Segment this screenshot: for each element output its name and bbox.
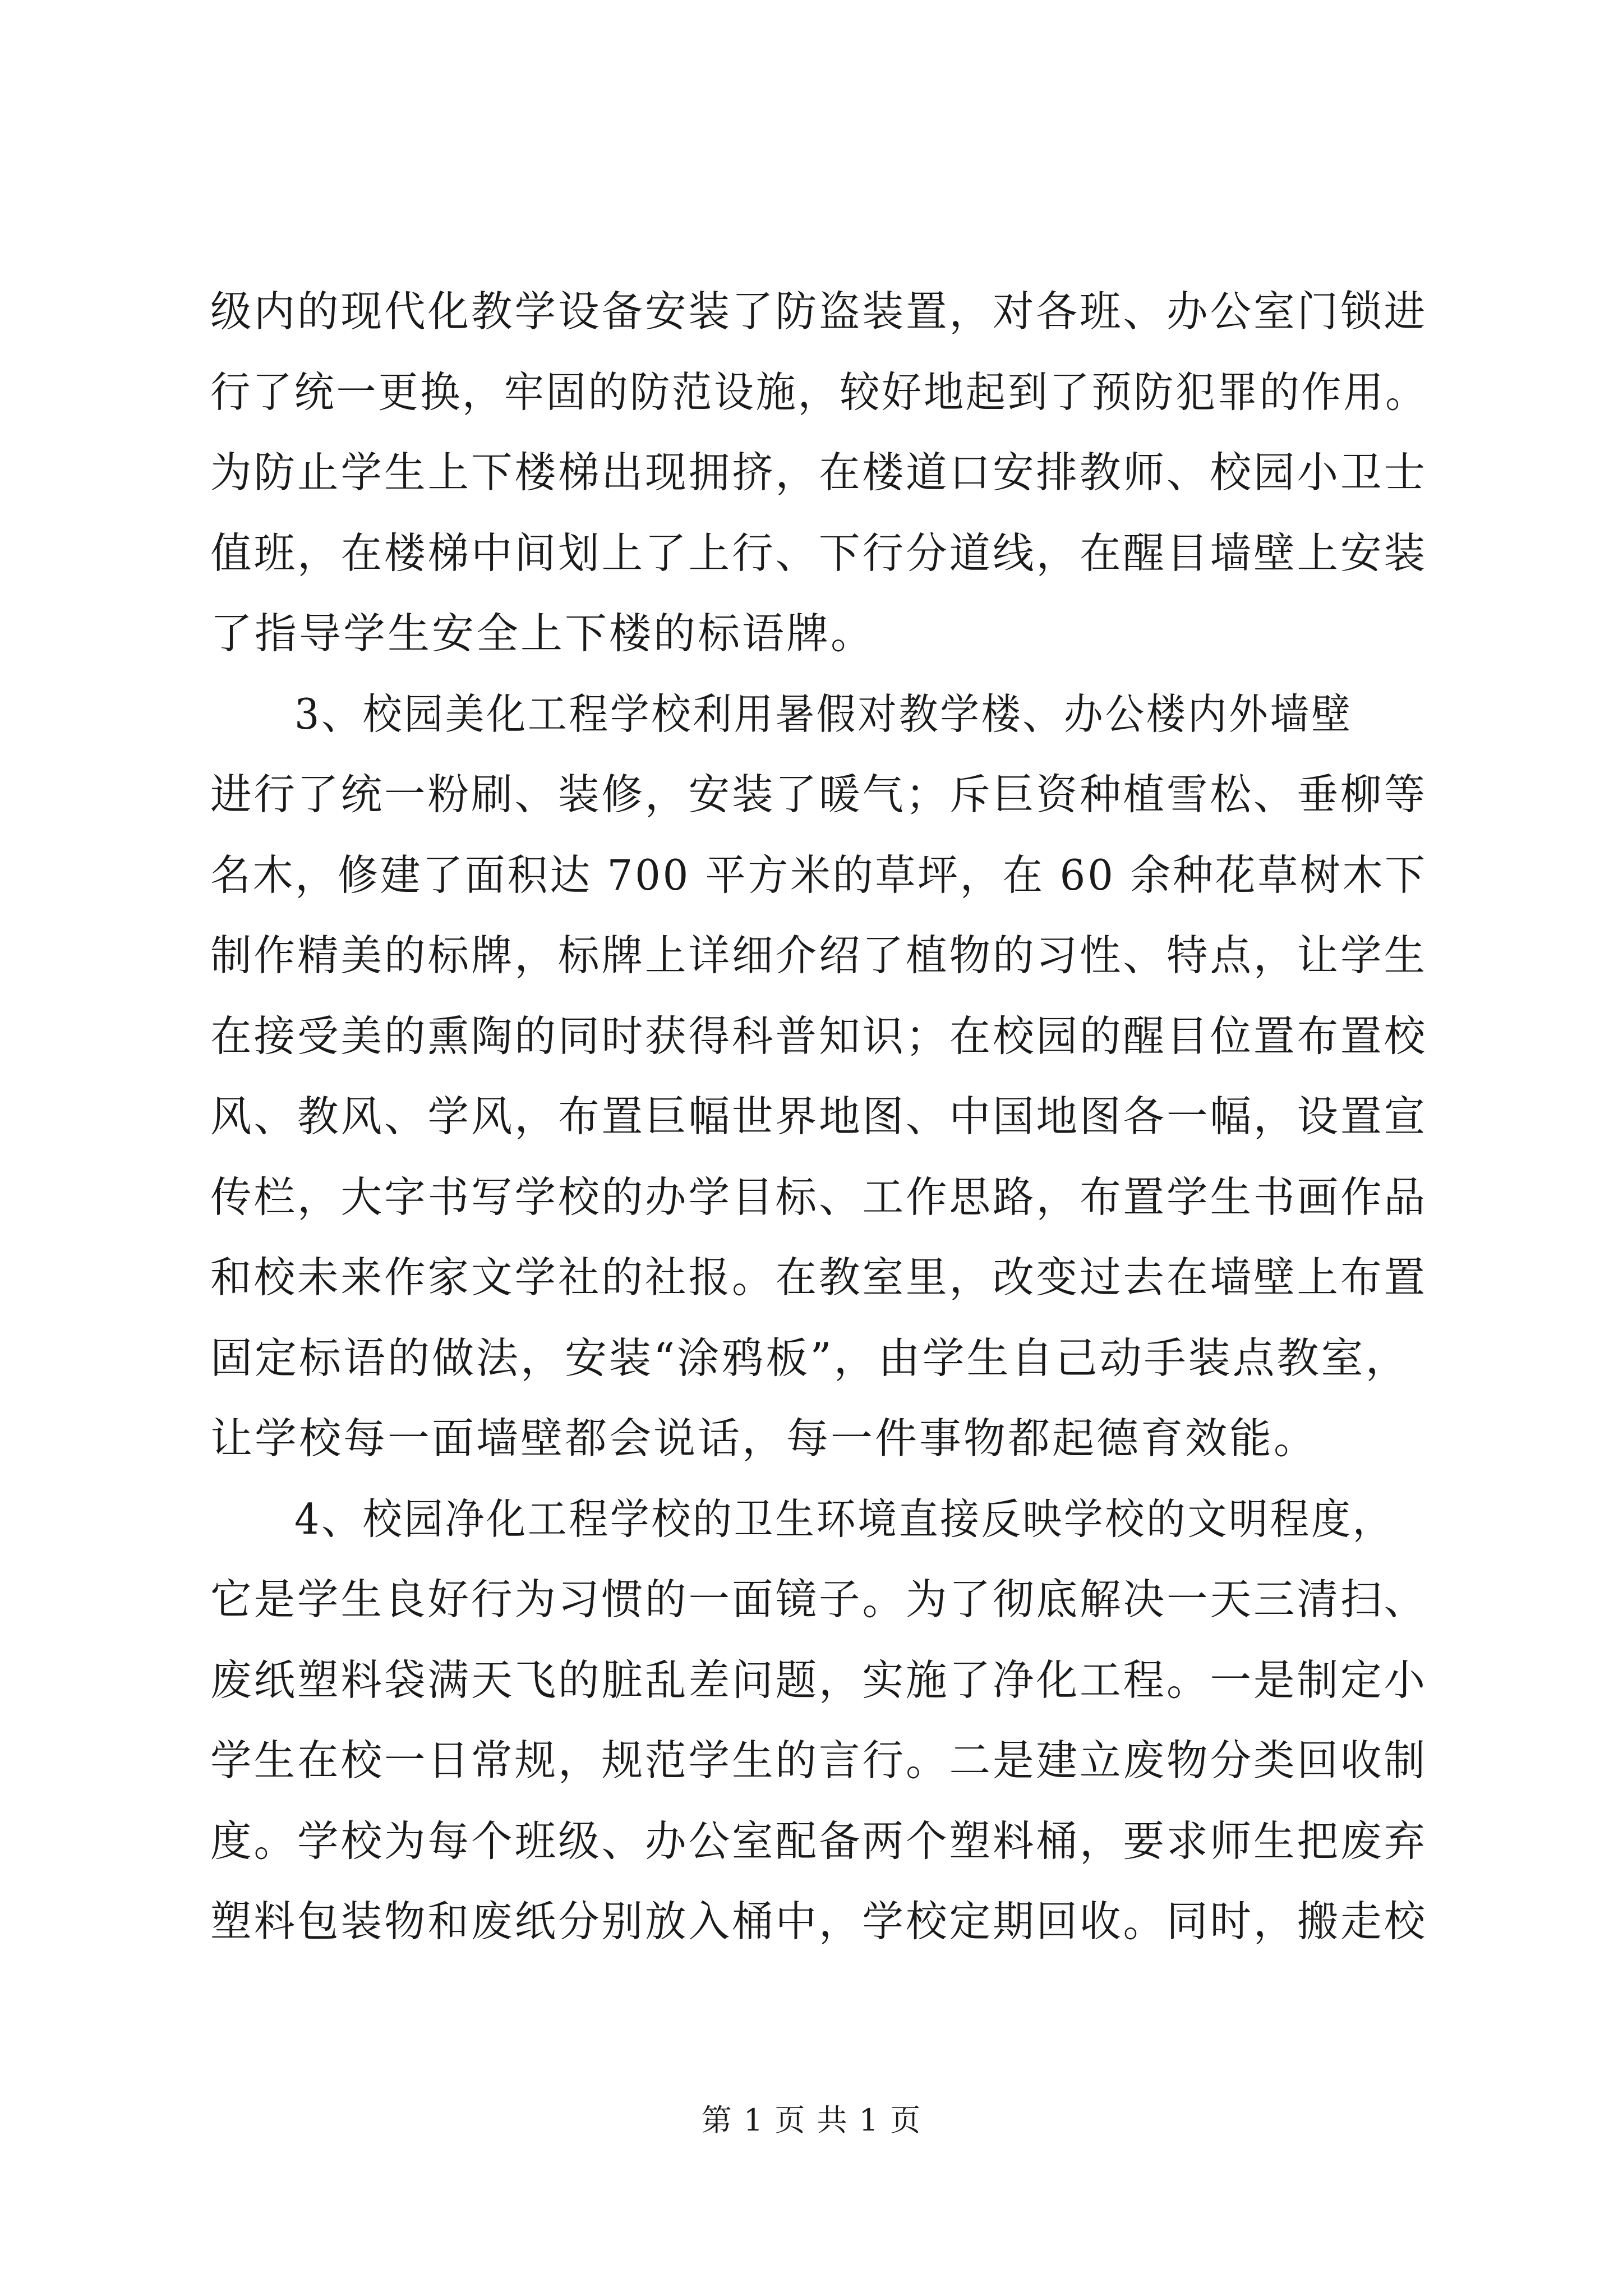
text-line: 为防止学生上下楼梯出现拥挤，在楼道口安排教师、校园小卫士 [210,448,1428,497]
text-line: 学生在校一日常规，规范学生的言行。二是建立废物分类回收制 [210,1736,1428,1785]
text-line: 值班，在楼梯中间划上了上行、下行分道线，在醒目墙壁上安装 [210,528,1428,578]
text-line: 4、校园净化工程学校的卫生环境直接反映学校的文明程度， [294,1494,1394,1544]
text-line: 度。学校为每个班级、办公室配备两个塑料桶，要求师生把废弃 [210,1816,1428,1866]
text-line: 它是学生良好行为习惯的一面镜子。为了彻底解决一天三清扫、 [210,1575,1428,1624]
text-line: 和校未来作家文学社的社报。在教室里，改变过去在墙壁上布置 [210,1253,1428,1302]
page-footer: 第 1 页 共 1 页 [701,2102,922,2138]
text-line: 进行了统一粉刷、装修，安装了暖气；斥巨资种植雪松、垂柳等 [210,770,1428,819]
text-line: 名木，修建了面积达 700 平方米的草坪，在 60 余种花草树木下 [210,850,1427,900]
text-line: 级内的现代化教学设备安装了防盗装置，对各班、办公室门锁进 [210,287,1428,336]
text-line: 塑料包装物和废纸分别放入桶中，学校定期回收。同时，搬走校 [210,1897,1428,1946]
text-line: 在接受美的熏陶的同时获得科普知识；在校园的醒目位置布置校 [210,1011,1428,1061]
text-line: 传栏，大字书写学校的办学目标、工作思路，布置学生书画作品 [210,1172,1428,1222]
text-line: 行了统一更换，牢固的防范设施，较好地起到了预防犯罪的作用。 [210,367,1428,417]
text-line: 3、校园美化工程学校利用暑假对教学楼、办公楼内外墙壁 [294,689,1353,739]
text-line: 固定标语的做法，安装“涂鸦板”，由学生自己动手装点教室， [210,1333,1410,1383]
text-line: 风、教风、学风，布置巨幅世界地图、中国地图各一幅，设置宣 [210,1092,1428,1141]
text-line: 制作精美的标牌，标牌上详细介绍了植物的习性、特点，让学生 [210,931,1428,980]
text-line: 了指导学生安全上下楼的标语牌。 [210,609,875,658]
text-line: 让学校每一面墙壁都会说话，每一件事物都起德育效能。 [210,1414,1318,1463]
text-line: 废纸塑料袋满天飞的脏乱差问题，实施了净化工程。一是制定小 [210,1655,1428,1705]
